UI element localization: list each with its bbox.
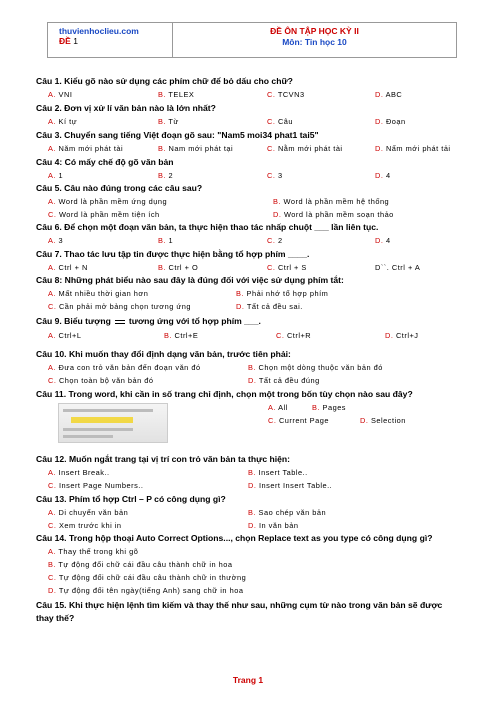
option-a[interactable]: A. Word là phần mềm ứng dụng [48,197,168,206]
option-d[interactable]: D. Insert Insert Table.. [248,481,333,490]
header-left-cell [48,23,173,57]
print-dialog-image [58,403,168,443]
option-a[interactable]: A. Năm mới phát tài [48,144,124,153]
question-9: Câu 9. Biểu tượng tương ứng với tổ hợp phím ___. [36,316,261,326]
option-d[interactable]: D. 4 [375,236,391,245]
option-d[interactable]: D. Ctrl+J [385,331,419,340]
option-c[interactable]: C. Chọn toàn bộ văn bản đó [48,376,154,385]
option-b[interactable]: B. 2 [158,171,174,180]
option-d[interactable]: D. Tất cả đều đúng [248,376,320,385]
option-d[interactable]: D. Tất cả đều sai. [236,302,303,311]
option-c[interactable]: C. Xem trước khi in [48,521,122,530]
option-c[interactable]: C. Tự động đổi chữ cái đầu câu thành chữ in thường [48,573,247,582]
option-b[interactable]: B. Insert Table.. [248,468,308,477]
option-a[interactable]: A. Di chuyển văn bản [48,508,129,517]
option-d[interactable]: D. Nấm mới phát tải [375,144,451,153]
site-name: thuvienhoclieu.com [59,26,139,36]
align-justify-icon [115,320,125,324]
page-footer: Trang 1 [232,675,264,685]
question-11: Câu 11. Trong word, khi cần in số trang chỉ định, chọn một trong bốn tùy chọn nào sau đây? [36,389,413,399]
question-1: Câu 1. Kiểu gõ nào sử dụng các phím chữ để bỏ dấu cho chữ? [36,76,293,86]
option-d[interactable]: D. Selection [360,416,406,425]
question-13: Câu 13. Phím tổ hợp Ctrl – P có công dụng gì? [36,494,226,504]
exam-subject: Môn: Tin học 10 [282,37,347,47]
option-a[interactable]: A. VNI [48,90,73,99]
option-d[interactable]: D. Đoạn [375,117,406,126]
header-right-cell [173,23,456,57]
question-5: Câu 5. Câu nào đúng trong các câu sau? [36,183,203,193]
option-b[interactable]: B. Từ [158,117,179,126]
option-a[interactable]: A. Ctrl + N [48,263,88,272]
question-4: Câu 4: Có mấy chế độ gõ văn bản [36,157,174,167]
question-8: Câu 8: Những phát biểu nào sau đây là đúng đối với việc sử dụng phím tắt: [36,275,344,285]
exam-code [59,36,172,46]
option-a[interactable]: A. Đưa con trỏ văn bản đến đoạn văn đó [48,363,201,372]
option-d[interactable]: D. 4 [375,171,391,180]
option-a[interactable]: A. Insert Break.. [48,468,110,477]
option-a[interactable]: A. All [268,403,288,412]
option-c[interactable]: C. Ctrl+R [276,331,312,340]
exam-header [47,22,457,58]
option-d[interactable]: D. ABC [375,90,403,99]
option-b[interactable]: B. Ctrl+E [164,331,199,340]
option-b[interactable]: B. Chọn một dòng thuộc văn bản đó [248,363,383,372]
option-a[interactable]: A. 3 [48,236,64,245]
option-c[interactable]: C. Insert Page Numbers.. [48,481,144,490]
question-3: Câu 3. Chuyển sang tiếng Việt đoạn gõ sau: "Nam5 moi34 phat1 tai5" [36,130,319,140]
option-c[interactable]: C. Word là phần mềm tiện ích [48,210,160,219]
option-d[interactable]: D. In văn bản [248,521,299,530]
question-10: Câu 10. Khi muốn thay đổi định dạng văn bản, trước tiên phải: [36,349,291,359]
option-b[interactable]: B. TELEX [158,90,195,99]
option-c[interactable]: C. Cần phải mở bảng chọn tương ứng [48,302,192,311]
option-a[interactable]: A. Kí tự [48,117,78,126]
option-b[interactable]: B. Pages [312,403,347,412]
option-b[interactable]: B. Ctrl + O [158,263,199,272]
exam-title: ĐỀ ÔN TẬP HỌC KỲ II [270,26,359,36]
option-b[interactable]: B. 1 [158,236,174,245]
option-b[interactable]: B. Nam mới phát tại [158,144,234,153]
option-c[interactable]: C. 2 [267,236,283,245]
question-12: Câu 12. Muốn ngắt trang tại vị trí con trỏ văn bản ta thực hiện: [36,454,291,464]
question-15: Câu 15. Khi thực hiện lệnh tìm kiếm và thay thế như sau, những cụm từ nào trong văn bản sẽ được thay thế? [36,600,443,623]
option-c[interactable]: C. 3 [267,171,283,180]
option-c[interactable]: C. Nằm mới phát tài [267,144,343,153]
option-d[interactable]: D. Tự động đổi tên ngày(tiếng Anh) sang chữ in hoa [48,586,244,595]
question-2: Câu 2. Đơn vị xử lí văn bản nào là lớn nhất? [36,103,216,113]
question-6: Câu 6. Để chọn một đoạn văn bản, ta thực hiện thao tác nhấp chuột ___ lần liên tục. [36,222,379,232]
option-a[interactable]: A. Mất nhiều thời gian hơn [48,289,149,298]
option-b[interactable]: B. Word là phần mềm hệ thống [273,197,390,206]
option-b[interactable]: B. Phải nhớ tổ hợp phím [236,289,329,298]
option-a[interactable]: A. 1 [48,171,64,180]
exam-label: ĐỀ [59,36,71,46]
option-a[interactable]: A. Ctrl+L [48,331,82,340]
option-c[interactable]: C. Câu [267,117,294,126]
question-7: Câu 7. Thao tác lưu tập tin được thực hiện bằng tổ hợp phím ____. [36,249,310,259]
option-d[interactable]: D``. Ctrl + A [375,263,421,272]
option-d[interactable]: D. Word là phần mềm soạn thảo [273,210,394,219]
option-b[interactable]: B. Sao chép văn bản [248,508,327,517]
option-b[interactable]: B. Tự động đổi chữ cái đầu câu thành chữ in hoa [48,560,233,569]
option-c[interactable]: C. Ctrl + S [267,263,307,272]
exam-number: 1 [73,36,78,46]
option-c[interactable]: C. Current Page [268,416,329,425]
option-a[interactable]: A. Thay thế trong khi gõ [48,547,139,556]
question-14: Câu 14. Trong hộp thoại Auto Correct Options..., chọn Replace text as you type có công dụng gì? [36,533,433,543]
option-c[interactable]: C. TCVN3 [267,90,305,99]
